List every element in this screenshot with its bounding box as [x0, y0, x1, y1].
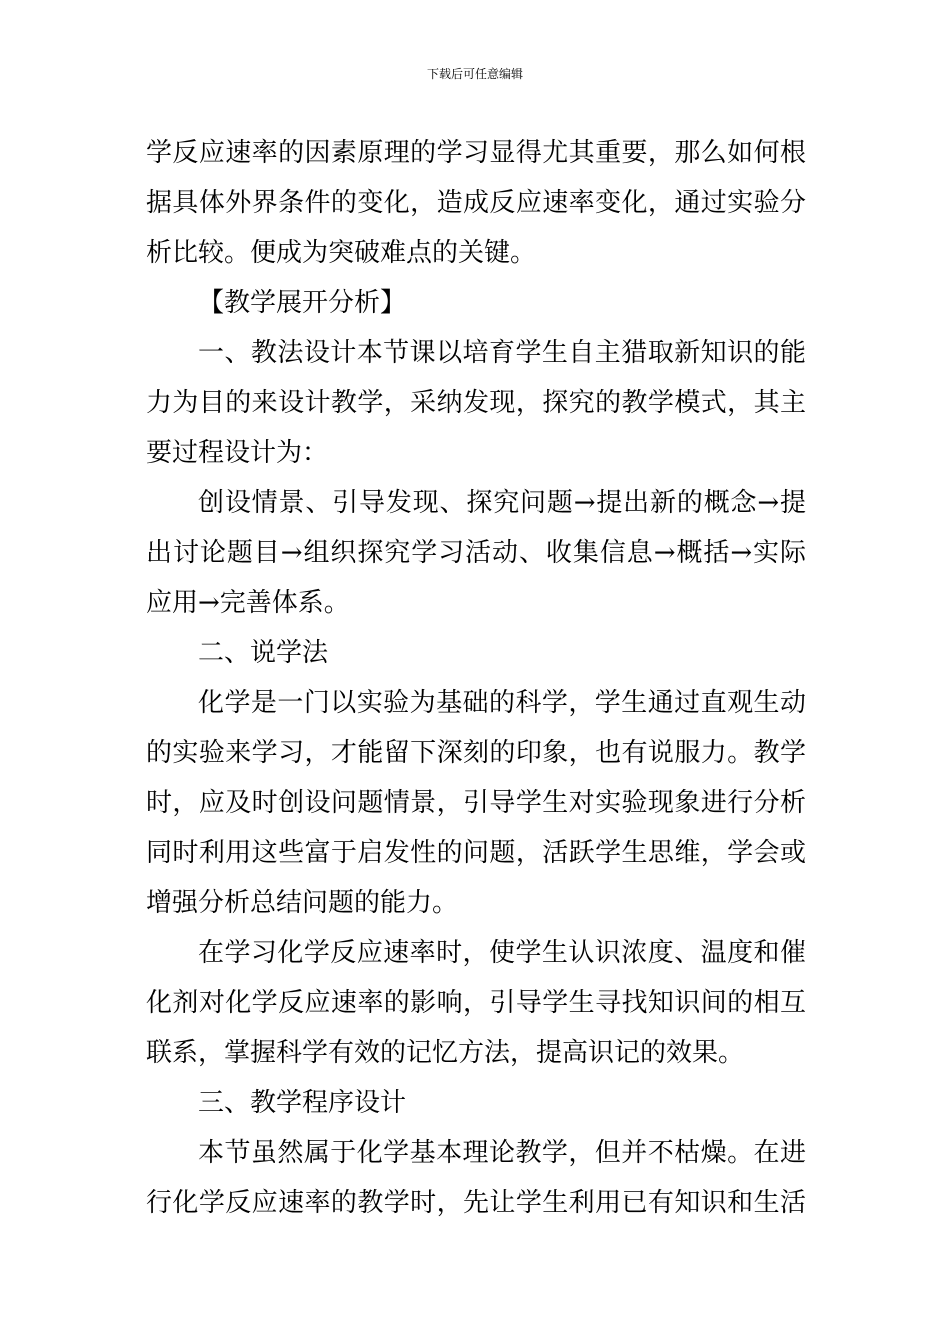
section-heading: 【教学展开分析】 [198, 288, 407, 318]
text-line: 在学习化学反应速率时，使学生认识浓度、温度和催 [198, 938, 806, 968]
text-line: 要过程设计为： [146, 438, 329, 468]
text-line: 联系，掌握科学有效的记忆方法，提高识记的效果。 [146, 1038, 745, 1068]
text-line: 出讨论题目→组织探究学习活动、收集信息→概括→实际 [146, 538, 806, 568]
text-line: 的实验来学习，才能留下深刻的印象，也有说服力。教学 [146, 738, 806, 768]
document-body [146, 128, 806, 1228]
text-line: 据具体外界条件的变化，造成反应速率变化，通过实验分 [146, 188, 806, 218]
text-line: 本节虽然属于化学基本理论教学，但并不枯燥。在进 [198, 1138, 806, 1168]
text-line: 同时利用这些富于启发性的问题，活跃学生思维，学会或 [146, 838, 806, 868]
text-line: 时，应及时创设问题情景，引导学生对实验现象进行分析 [146, 788, 806, 818]
text-line: 析比较。便成为突破难点的关键。 [146, 238, 537, 268]
text-line: 力为目的来设计教学，采纳发现，探究的教学模式，其主 [146, 388, 806, 418]
text-line: 应用→完善体系。 [146, 588, 350, 618]
section-heading: 二、说学法 [198, 638, 329, 668]
text-line: 化剂对化学反应速率的影响，引导学生寻找知识间的相互 [146, 988, 806, 1018]
text-line: 行化学反应速率的教学时，先让学生利用已有知识和生活 [146, 1188, 806, 1218]
text-line: 一、教法设计本节课以培育学生自主猎取新知识的能 [198, 338, 806, 368]
page-header: 下载后可任意编辑 [426, 67, 523, 81]
text-line: 增强分析总结问题的能力。 [146, 888, 459, 918]
text-line: 学反应速率的因素原理的学习显得尤其重要，那么如何根 [146, 138, 806, 168]
text-line: 化学是一门以实验为基础的科学，学生通过直观生动 [198, 688, 806, 718]
section-heading: 三、教学程序设计 [198, 1088, 407, 1118]
text-line: 创设情景、引导发现、探究问题→提出新的概念→提 [198, 488, 806, 518]
